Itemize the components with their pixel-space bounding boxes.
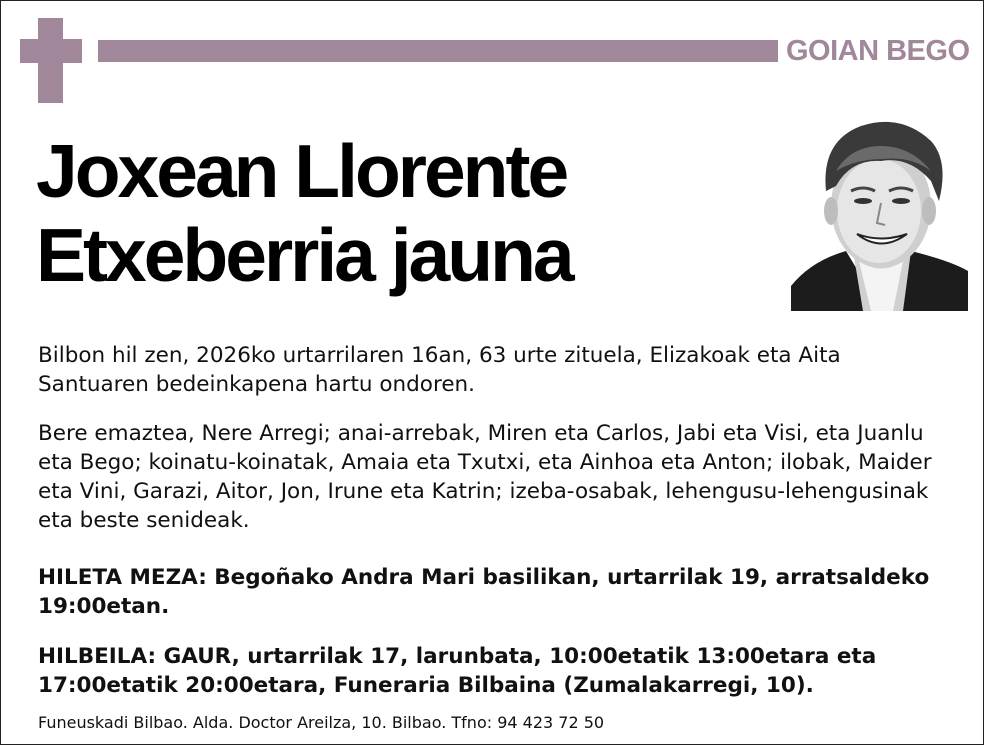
deceased-name <box>36 129 756 297</box>
funeral-home-footer: Funeuskadi Bilbao. Alda. Doctor Areilza, 10. Bilbao. Tfno: 94 423 72 50 <box>38 713 605 732</box>
family-paragraph: Bere emaztea, Nere Arregi; anai-arrebak, Miren eta Carlos, Jabi eta Visi, eta Juanlu eta Bego; koinatu-koinatak, Amaia eta Txutxi, eta Ainhoa eta Anton; ilobak, Maider eta Vini, Garazi, Aitor, Jon, Irune eta Katrin; izeba-osabak, lehengusu-lehengusinak eta beste senideak. <box>38 421 932 533</box>
wake-paragraph: HILBEILA: GAUR, urtarrilak 17, larunbata, 10:00etatik 13:00etara eta 17:00etatik 20:00etara, Funeraria Bilbaina (Zumalakarregi, 10). <box>38 644 877 698</box>
death-notice-paragraph: Bilbon hil zen, 2026ko urtarrilaren 16an, 63 urte zituela, Elizakoak eta Aita Santuaren bedeinkapena hartu ondoren. <box>38 343 841 397</box>
header-rule <box>98 40 778 62</box>
cross-horizontal-bar <box>20 39 82 63</box>
name-line-1: Joxean Llorente <box>36 129 567 213</box>
name-line-2: Etxeberria jauna <box>36 213 572 297</box>
goian-bego-badge: GOIAN BEGO <box>786 35 970 67</box>
funeral-mass-paragraph: HILETA MEZA: Begoñako Andra Mari basilikan, urtarrilak 19, arratsaldeko 19:00etan. <box>38 565 930 619</box>
portrait-photo <box>791 101 968 311</box>
portrait-image <box>791 101 968 311</box>
